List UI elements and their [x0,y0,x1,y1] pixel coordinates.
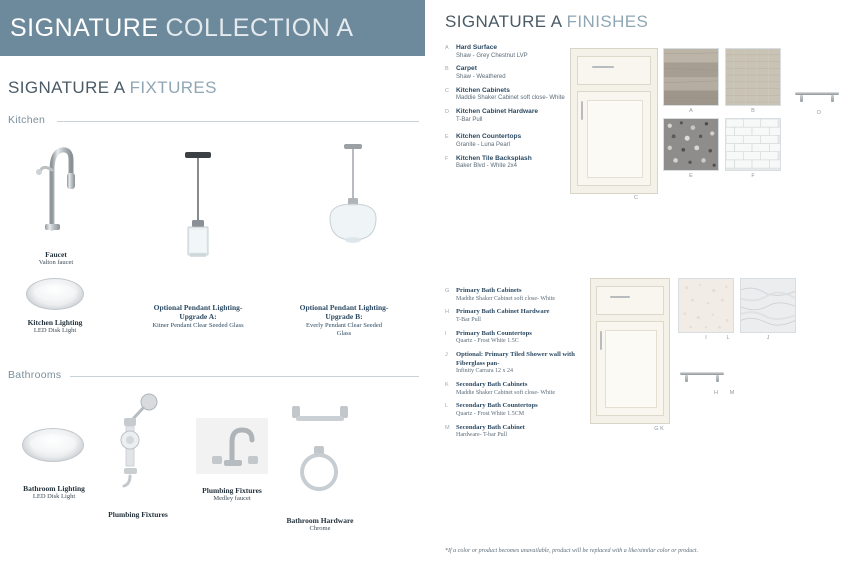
lav-faucet-illustration [196,418,268,474]
fixtures-heading-light: FIXTURES [129,78,217,97]
finish-name-b: Carpet [456,65,477,73]
pendant-a-illustration [170,150,226,275]
swatch-label-jl [760,335,776,341]
finish-letter-e: E [445,134,449,141]
caption-bath-lighting [10,484,98,502]
carrara-swatch-j [740,278,796,333]
caption-pendant-b-title: Optional Pendant Lighting- Upgrade B: [299,303,389,322]
finishes-heading [445,12,648,32]
caption-bath-lighting-title: Bathroom Lighting [23,484,85,493]
caption-bath-lighting-desc: LED Disk Light [32,493,76,501]
caption-plumbing-2-title: Plumbing Fixtures [202,486,262,495]
carpet-swatch-b [725,48,781,106]
finish-item-k [445,381,575,397]
finish-letter-c: C [445,87,449,94]
finish-name-g: Primary Bath Cabinets [456,287,522,294]
caption-pendant-a-title: Optional Pendant Lighting- Upgrade A: [153,303,243,322]
finish-desc-i: Quartz - Frost White 1.5C [456,338,519,345]
kitchen-disk-light-illustration [26,278,84,310]
swatch-label-k: K [660,426,664,432]
finish-item-c [445,87,575,103]
lvp-swatch-a [663,48,719,106]
finish-item-f [445,155,575,171]
finish-letter-k: K [445,382,449,388]
bathrooms-label: Bathrooms [8,369,62,381]
caption-bath-hardware-desc: Chrome [309,525,331,533]
backsplash-swatch-f [725,118,781,171]
fixtures-heading-bold: SIGNATURE A [8,78,125,97]
swatch-label-gk [646,426,672,432]
finish-letter-h: H [445,309,449,316]
bath-cabinet-drawer-pull [610,296,630,298]
towel-ring-illustration [292,446,348,500]
finish-item-d [445,108,575,124]
cabinet-drawer [577,56,651,85]
bath-disk-light-illustration [22,428,84,462]
finish-name-j: Optional: Primary Tiled Shower wall with Fiberglass pan- [456,351,575,367]
finish-letter-b: B [445,66,449,73]
caption-plumbing-1-title: Plumbing Fixtures [108,510,168,519]
towel-bar-illustration [284,400,356,436]
finish-letter-f: F [445,155,449,162]
finish-name-d: Kitchen Cabinet Hardware [456,108,539,116]
shower-fixtures-illustration [108,390,168,500]
finish-desc-d: T-Bar Pull [456,116,483,123]
finish-item-g [445,287,575,303]
finish-desc-b: Shaw - Weathered [456,73,506,80]
kitchen-hardware-pull-d [795,88,839,102]
finish-name-h: Primary Bath Cabinet Hardware [456,308,550,316]
finish-letter-l: L [445,403,449,410]
finish-name-e: Kitchen Countertops [456,133,522,141]
caption-plumbing-2 [186,486,278,504]
left-column [0,0,425,569]
cabinet-door [577,91,651,186]
finish-item-a [445,44,575,60]
kitchen-finishes-list [445,44,575,176]
swatch-label-d: D [817,110,821,116]
granite-swatch-e [663,118,719,171]
bathrooms-divider [70,376,419,377]
pull-post-left [800,95,803,102]
bath-finishes-list [445,287,575,445]
caption-kitchen-lighting-title: Kitchen Lighting [27,318,83,327]
finishes-heading-bold: SIGNATURE A [445,12,562,31]
finish-desc-l: Quartz - Frost White 1.5CM [456,410,525,417]
caption-kitchen-lighting [16,318,94,336]
caption-bath-hardware-title: Bathroom Hardware [286,516,354,525]
finish-name-a: Hard Surface [456,44,498,51]
finish-name-l: Secondary Bath Countertops [456,402,538,410]
swatch-label-b: B [751,108,755,114]
caption-pendant-a-desc: Kitner Pendant Clear Seeded Glass [152,321,244,329]
caption-plumbing-1 [96,510,180,519]
finishes-heading-light: FINISHES [566,12,649,31]
finish-item-e [445,133,575,149]
kitchen-label: Kitchen [8,114,46,126]
finish-name-k: Secondary Bath Cabinets [456,381,528,388]
finish-letter-d: D [445,109,449,116]
right-column [430,0,853,569]
finish-item-i [445,330,575,346]
swatch-label-m: M [729,390,735,396]
bath-cabinet-drawer [596,286,663,315]
bath-cabinet-door [596,321,663,416]
caption-pendant-b-desc: Everly Pendant Clear Seeded Glass [306,321,382,337]
swatch-label-h: H [714,390,718,396]
finish-desc-c: Maddie Shaker Cabinet soft close- White [456,95,565,102]
faucet-illustration [28,140,78,235]
swatch-label-c: C [634,195,638,201]
finish-item-h [445,308,575,324]
cabinet-door-pull [581,101,583,120]
finish-desc-j: Infinity Carrara 12 x 24 [456,368,513,375]
caption-pendant-a [152,303,244,330]
caption-bath-hardware [276,516,364,534]
finish-desc-f: Baker Blvd - White 2x4 [456,163,518,170]
finish-item-l [445,402,575,418]
finish-name-m: Secondary Bath Cabinet [456,423,525,431]
caption-plumbing-2-desc: Medley faucet [213,495,251,503]
quartz-swatch-il [678,278,734,333]
swatch-label-g: G [654,426,659,432]
swatch-label-i: I [705,335,707,341]
bath-pull-post-left [685,375,688,382]
finish-letter-i: I [445,330,447,337]
kitchen-cabinet-swatch [570,48,658,194]
bath-cabinet-swatch [590,278,670,424]
swatch-label-j: J [766,335,770,341]
swatch-label-a: A [689,108,693,114]
bath-pull-post-right [716,375,719,382]
banner-title-bold: SIGNATURE [10,13,159,42]
swatch-label-e: E [689,173,693,179]
finish-desc-g: Maddie Shaker Cabinet soft close- White [456,295,556,302]
pendant-b-illustration [318,142,388,272]
finish-desc-h: T-Bar Pull [456,316,481,323]
finish-name-c: Kitchen Cabinets [456,86,510,94]
pull-post-right [831,95,834,102]
bath-hardware-pull-hm [680,368,724,382]
kitchen-divider [57,121,419,122]
caption-kitchen-lighting-desc: LED Disk Light [33,327,77,335]
banner-title-light: COLLECTION A [165,13,354,42]
finish-desc-a: Shaw - Grey Chestnut LVP [456,52,528,59]
finish-item-j [445,351,575,376]
finish-letter-j: J [445,352,448,359]
swatch-label-f: F [751,173,755,179]
caption-pendant-b [298,303,390,338]
footnote: *If a color or product becomes unavailable, product will be replaced with a like/similar color or product. [445,548,699,554]
finish-letter-g: G [445,288,450,294]
title-banner [0,0,425,56]
finish-item-b [445,65,575,81]
finish-item-m [445,424,575,440]
finish-desc-m: Hardware- T-bar Pull [456,432,507,439]
finish-desc-e: Granite - Luna Pearl [456,142,511,148]
fixtures-heading [8,78,217,98]
finish-name-i: Primary Bath Countertops [456,329,532,337]
finish-desc-k: Maddie Shaker Cabinet soft close- White [456,389,556,396]
swatch-label-l: L [726,335,730,341]
finish-letter-m: M [445,424,450,431]
finish-name-f: Kitchen Tile Backsplash [456,154,532,162]
cabinet-drawer-pull [592,66,614,68]
caption-faucet [20,250,92,268]
finish-letter-a: A [445,45,449,51]
caption-faucet-desc: Valton faucet [38,259,74,267]
caption-faucet-title: Faucet [45,250,67,259]
